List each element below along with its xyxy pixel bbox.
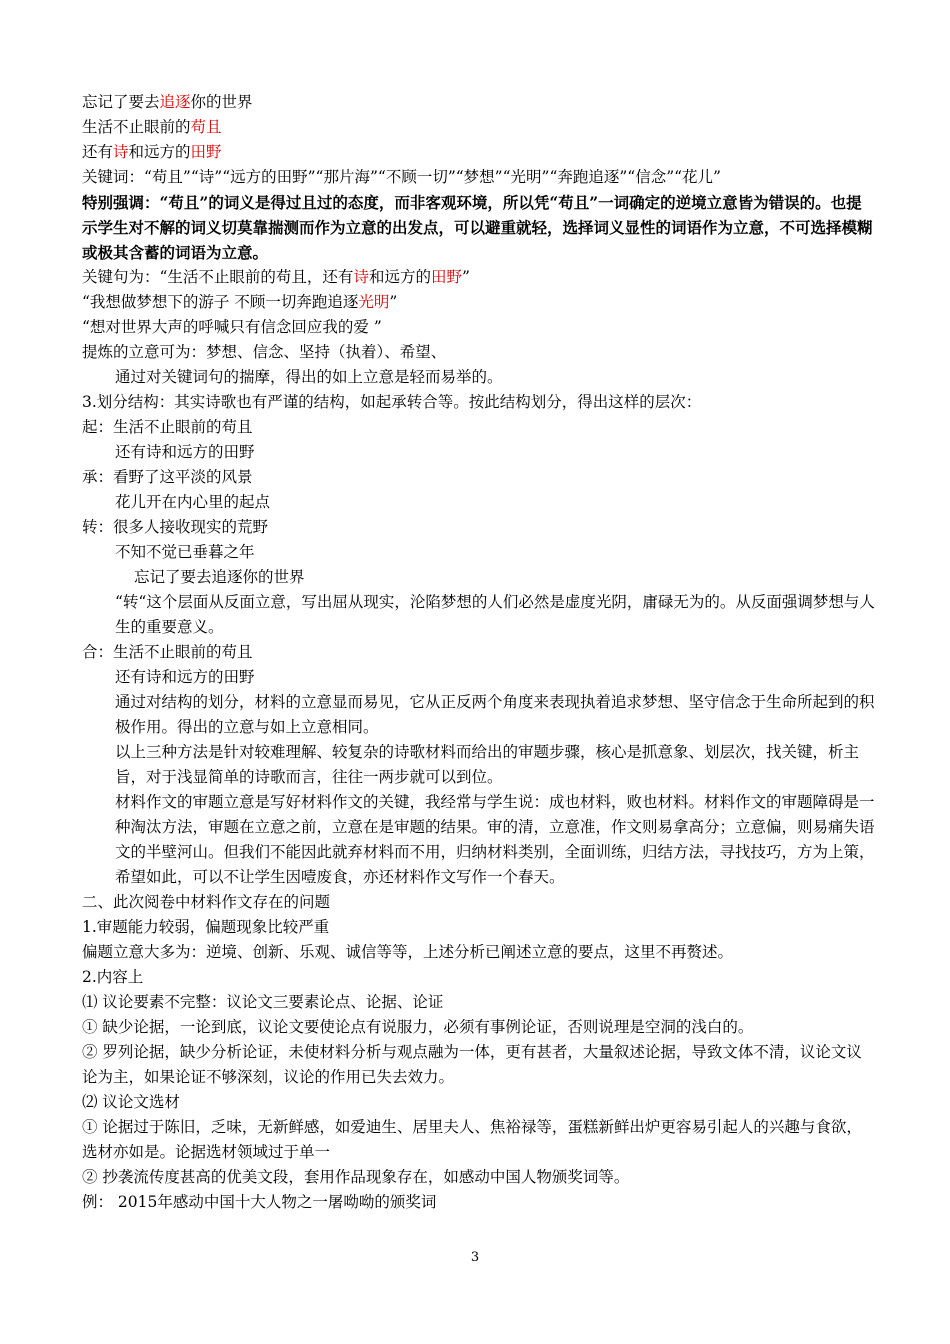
text-span: 例： 2015年感动中国十大人物之一屠呦呦的颁奖词 (82, 1193, 437, 1211)
text-line (82, 965, 877, 990)
text-line (82, 440, 877, 465)
text-span: 关键词：“苟且”“诗”“远方的田野”“那片海”“不顾一切”“梦想”“光明”“奔跑追逐”“信念”“花儿” (82, 168, 721, 186)
text-span: 忘记了要去追逐你的世界 (134, 568, 305, 586)
text-span: 生活不止眼前的 (82, 118, 191, 136)
text-span: “我想做梦想下的游子 不顾一切奔跑追逐 (82, 293, 359, 311)
text-span: 材料作文的审题立意是写好材料作文的关键，我经常与学生说：成也材料，败也材料。材料作文的审题障碍是一种淘汰方法，审题在立意之前，立意在是审题的结果。审的清，立意准，作文则易拿高分；立意偏，则易痛失语文的半壁河山。但我们不能因此就弃材料而不用，归纳材料类别，全面训练，归结方法，寻找技巧，方为上策，希望如此，可以不让学生因噎废食，亦还材料作文写作一个春天。 (115, 793, 875, 886)
text-line (82, 90, 877, 115)
highlighted-text: 苟且 (190, 118, 222, 136)
text-line (82, 365, 877, 390)
text-line (82, 940, 877, 965)
text-line (82, 1090, 877, 1115)
text-line (82, 690, 877, 740)
text-span: 通过对关键词句的揣摩，得出的如上立意是轻而易举的。 (115, 368, 503, 386)
text-span: 不知不觉已垂暮之年 (115, 543, 255, 561)
text-line (82, 1115, 877, 1165)
text-span: 二、此次阅卷中材料作文存在的问题 (82, 893, 331, 911)
text-line (82, 740, 877, 790)
highlighted-text: 诗 (353, 268, 369, 286)
text-span: 以上三种方法是针对较难理解、较复杂的诗歌材料而给出的审题步骤，核心是抓意象、划层次，找关键，析主旨，对于浅显简单的诗歌而言，往往一两步就可以到位。 (115, 743, 860, 786)
highlighted-text: 光明 (358, 293, 390, 311)
text-span: ② 抄袭流传度甚高的优美文段，套用作品现象存在，如感动中国人物颁奖词等。 (82, 1168, 630, 1186)
text-line (82, 190, 877, 265)
text-line (82, 890, 877, 915)
text-span: 还有诗和远方的田野 (115, 443, 255, 461)
text-span: 3.划分结构：其实诗歌也有严谨的结构，如起承转合等。按此结构划分，得出这样的层次： (82, 393, 702, 411)
text-line (82, 640, 877, 665)
text-line (82, 340, 877, 365)
text-span: 通过对结构的划分，材料的立意显而易见，它从正反两个角度来表现执着追求梦想、坚守信念于生命所起到的积极作用。得出的立意与如上立意相同。 (115, 693, 875, 736)
document-body (82, 90, 877, 1215)
highlighted-text: 田野 (190, 143, 222, 161)
text-line (82, 290, 877, 315)
text-line (82, 465, 877, 490)
text-span: ” (461, 268, 470, 286)
text-line (82, 1190, 877, 1215)
text-line (82, 140, 877, 165)
text-line (82, 565, 877, 590)
text-line (82, 915, 877, 940)
text-span: 偏题立意大多为：逆境、创新、乐观、诚信等等，上述分析已阐述立意的要点，这里不再赘述。 (82, 943, 734, 961)
text-span: ① 论据过于陈旧，乏味，无新鲜感，如爱迪生、居里夫人、焦裕禄等，蛋糕新鲜出炉更容易引起人的兴趣与食欲，选材亦如是。论据选材领域过于单一 (82, 1118, 862, 1161)
text-span: ” (389, 293, 398, 311)
text-span: ① 缺少论据，一论到底，议论文要使论点有说服力，必须有事例论证，否则说理是空洞的浅白的。 (82, 1018, 754, 1036)
text-span: 转：很多人接收现实的荒野 (82, 518, 269, 536)
text-line (82, 390, 877, 415)
text-span: “想对世界大声的呼喊只有信念回应我的爱 ” (82, 318, 382, 336)
text-span: ② 罗列论据，缺少分析论证，未使材料分析与观点融为一体，更有甚者，大量叙述论据，导致文体不清，议论文议论为主，如果论证不够深刻，议论的作用已失去效力。 (82, 1043, 862, 1086)
text-span: 花儿开在内心里的起点 (115, 493, 271, 511)
text-line (82, 540, 877, 565)
text-span: 提炼的立意可为：梦想、信念、坚持（执着）、希望、 (82, 343, 447, 361)
text-line (82, 1040, 877, 1090)
text-line (82, 515, 877, 540)
page-number: 3 (470, 1250, 480, 1265)
text-span: 承：看野了这平淡的风景 (82, 468, 253, 486)
text-span: 1.审题能力较弱，偏题现象比较严重 (82, 918, 330, 936)
highlighted-text: 田野 (430, 268, 462, 286)
text-line (82, 315, 877, 340)
text-span: 还有诗和远方的田野 (115, 668, 255, 686)
text-span: 2.内容上 (82, 968, 144, 986)
text-line (82, 265, 877, 290)
text-span: 起：生活不止眼前的苟且 (82, 418, 253, 436)
text-line (82, 490, 877, 515)
text-span: 你的世界 (190, 93, 253, 111)
text-span: ⑵ 议论文选材 (82, 1093, 180, 1111)
text-span: 和远方的 (128, 143, 191, 161)
text-span: 还有 (82, 143, 114, 161)
text-line (82, 1015, 877, 1040)
highlighted-text: 诗 (113, 143, 129, 161)
text-line (82, 665, 877, 690)
text-line (82, 790, 877, 890)
text-span: 和远方的 (368, 268, 431, 286)
highlighted-text: 追逐 (159, 93, 191, 111)
text-line (82, 1165, 877, 1190)
text-line (82, 415, 877, 440)
text-span: 合：生活不止眼前的苟且 (82, 643, 253, 661)
text-line (82, 165, 877, 190)
text-line (82, 590, 877, 640)
text-line (82, 990, 877, 1015)
text-span: 关键句为：“生活不止眼前的苟且，还有 (82, 268, 354, 286)
text-span: “转“这个层面从反面立意，写出屈从现实，沦陷梦想的人们必然是虚度光阴，庸碌无为的。从反面强调梦想与人生的重要意义。 (115, 593, 875, 636)
text-span: 特别强调：“苟且”的词义是得过且过的态度，而非客观环境，所以凭“苟且”一词确定的逆境立意皆为错误的。也提示学生对不解的词义切莫靠揣测而作为立意的出发点，可以避重就轻，选择词义显性的词语作为立意，不可选择模糊或极其含蓄的词语为立意。 (82, 193, 873, 262)
text-line (82, 115, 877, 140)
text-span: 忘记了要去 (82, 93, 160, 111)
text-span: ⑴ 议论要素不完整：议论文三要素论点、论据、论证 (82, 993, 444, 1011)
